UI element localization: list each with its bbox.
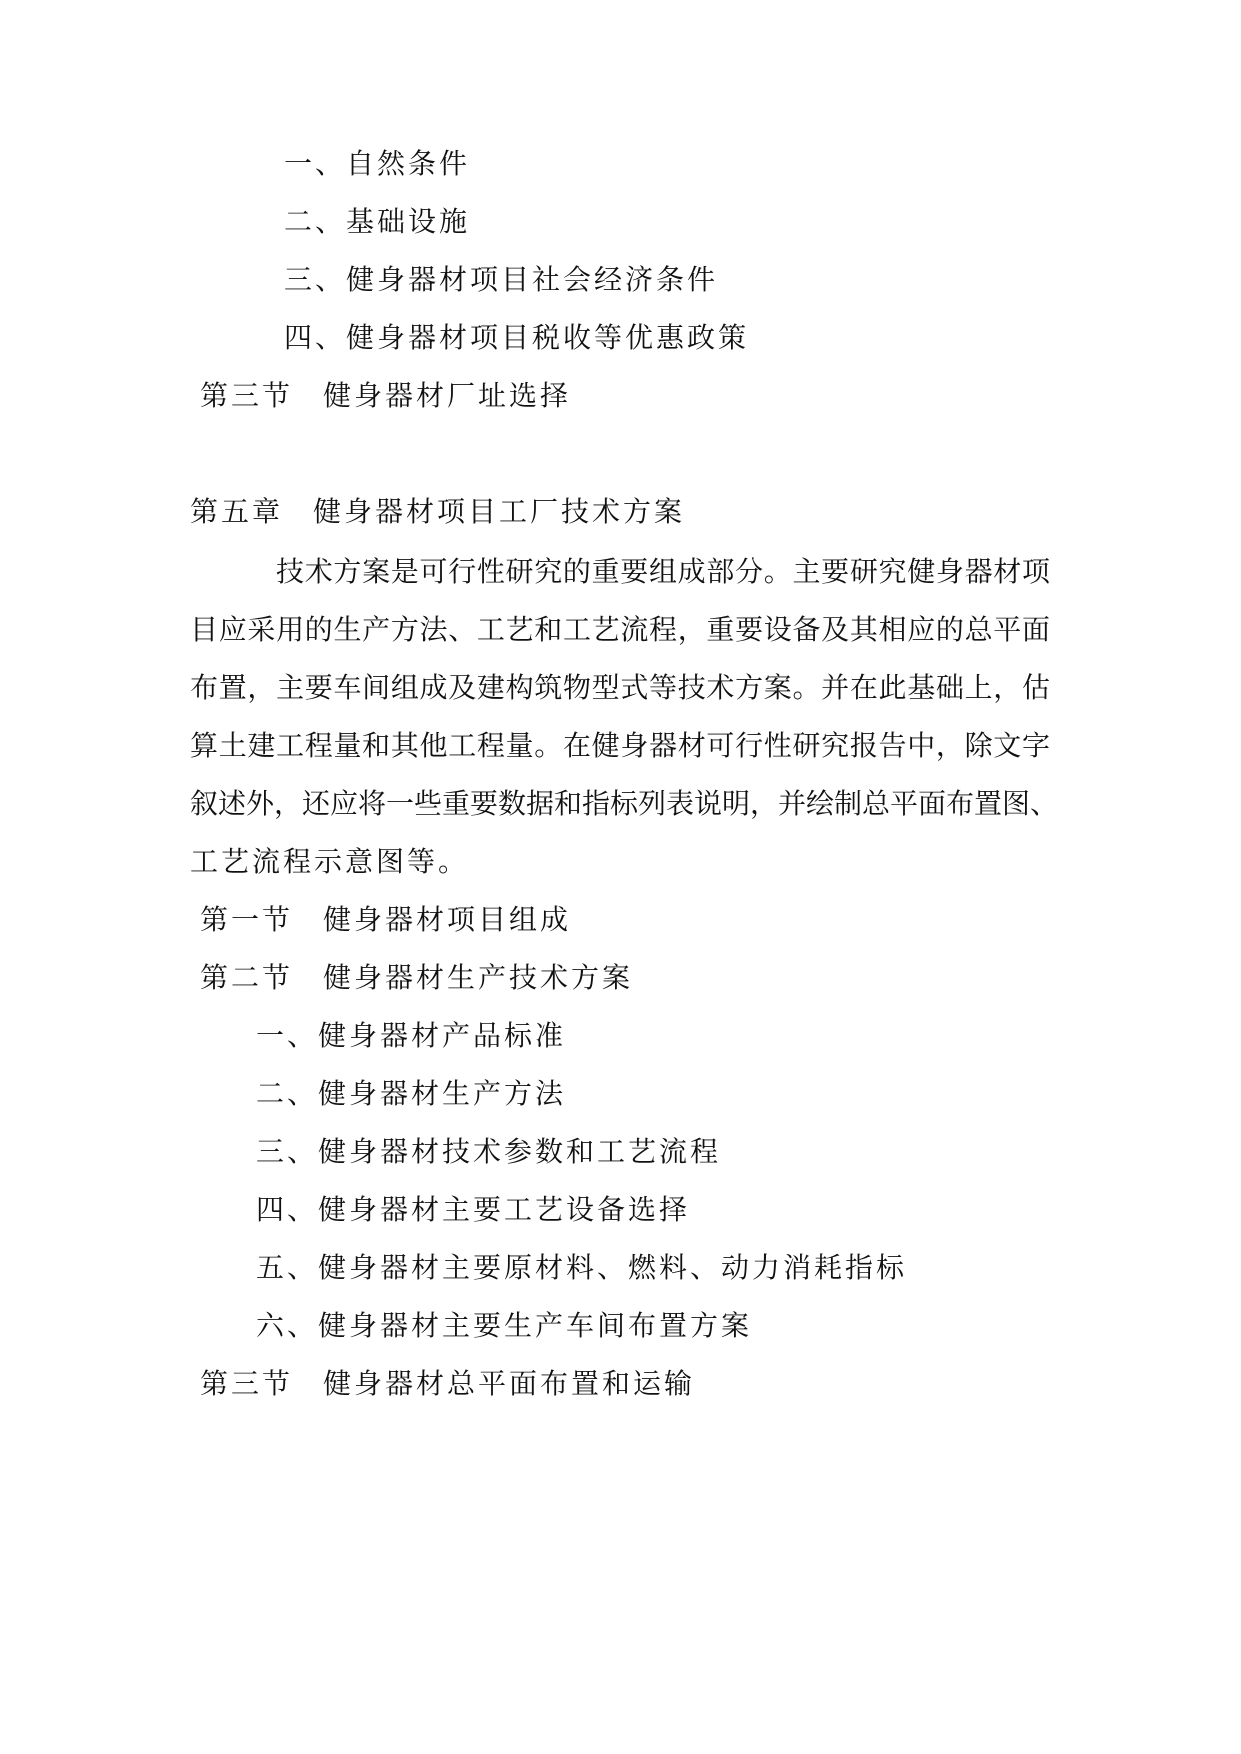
section-title: 健身器材厂址选择 [323,379,572,412]
toc-item: 五、健身器材主要原材料、燃料、动力消耗指标 [256,1251,908,1284]
chapter-label: 第五章 [190,495,284,528]
section-title: 健身器材总平面布置和运输 [323,1367,696,1400]
paragraph-line: 叙述外，还应将一些重要数据和指标列表说明，并绘制总平面布置图、 [190,787,1059,820]
section-title: 健身器材生产技术方案 [323,961,634,994]
paragraph-line: 工艺流程示意图等。 [190,845,470,878]
section-label: 第一节 [200,903,294,936]
toc-item: 三、健身器材技术参数和工艺流程 [256,1135,722,1168]
section-title: 健身器材项目组成 [323,903,572,936]
paragraph-line: 技术方案是可行性研究的重要组成部分。主要研究健身器材项 [276,555,1050,588]
toc-item: 一、健身器材产品标准 [256,1019,567,1052]
toc-item: 四、健身器材项目税收等优惠政策 [284,321,750,354]
section-heading [200,960,633,996]
chapter-heading [190,494,685,530]
section-heading [200,378,571,414]
toc-item: 二、基础设施 [284,205,471,238]
toc-item: 六、健身器材主要生产车间布置方案 [256,1309,753,1342]
paragraph-line: 算土建工程量和其他工程量。在健身器材可行性研究报告中，除文字 [190,729,1050,762]
chapter-title: 健身器材项目工厂技术方案 [313,495,686,528]
section-label: 第三节 [200,379,294,412]
section-heading [200,1366,695,1402]
section-heading [200,902,571,938]
paragraph-line: 布置，主要车间组成及建构筑物型式等技术方案。并在此基础上，估 [190,671,1050,704]
section-label: 第三节 [200,1367,294,1400]
toc-item: 三、健身器材项目社会经济条件 [284,263,719,296]
toc-item: 二、健身器材生产方法 [256,1077,567,1110]
paragraph-line: 目应采用的生产方法、工艺和工艺流程，重要设备及其相应的总平面 [190,613,1050,646]
toc-item: 一、自然条件 [284,147,471,180]
toc-item: 四、健身器材主要工艺设备选择 [256,1193,691,1226]
section-label: 第二节 [200,961,294,994]
